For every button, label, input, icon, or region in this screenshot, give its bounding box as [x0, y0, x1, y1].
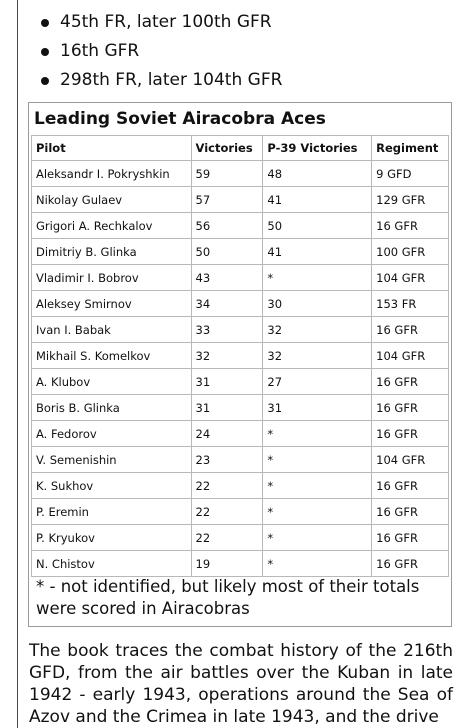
cell-regiment: 16 GFR [372, 473, 449, 499]
cell-regiment: 16 GFR [372, 421, 449, 447]
aces-table [31, 135, 449, 577]
cell-regiment: 16 GFR [372, 499, 449, 525]
cell-p39-victories: 32 [263, 343, 372, 369]
cell-victories: 19 [191, 551, 263, 577]
cell-pilot: P. Kryukov [32, 525, 192, 551]
cell-p39-victories: * [263, 473, 372, 499]
table-row [32, 499, 449, 525]
table-row [32, 239, 449, 265]
cell-victories: 24 [191, 421, 263, 447]
cell-pilot: Boris B. Glinka [32, 395, 192, 421]
cell-pilot: Aleksandr I. Pokryshkin [32, 161, 192, 187]
table-row [32, 187, 449, 213]
cell-p39-victories: 27 [263, 369, 372, 395]
table-row [32, 421, 449, 447]
cell-pilot: Aleksey Smirnov [32, 291, 192, 317]
cell-pilot: P. Eremin [32, 499, 192, 525]
table-footnote: * - not identified, but likely most of their totals were scored in Airacobras [36, 577, 420, 618]
cell-pilot: Mikhail S. Komelkov [32, 343, 192, 369]
cell-p39-victories: * [263, 499, 372, 525]
column-header-p39-victories: P-39 Victories [263, 136, 372, 161]
cell-victories: 31 [191, 395, 263, 421]
cell-p39-victories: 41 [263, 187, 372, 213]
list-item: 298th FR, later 104th GFR [40, 66, 282, 95]
cell-pilot: K. Sukhov [32, 473, 192, 499]
table-row [32, 447, 449, 473]
cell-victories: 50 [191, 239, 263, 265]
cell-pilot: Dimitriy B. Glinka [32, 239, 192, 265]
cell-victories: 33 [191, 317, 263, 343]
cell-pilot: Nikolay Gulaev [32, 187, 192, 213]
table-row [32, 317, 449, 343]
cell-regiment: 16 GFR [372, 213, 449, 239]
cell-regiment: 153 FR [372, 291, 449, 317]
list-item: 45th FR, later 100th GFR [40, 8, 282, 37]
cell-regiment: 9 GFD [372, 161, 449, 187]
cell-pilot: Ivan I. Babak [32, 317, 192, 343]
table-row [32, 395, 449, 421]
cell-victories: 34 [191, 291, 263, 317]
table-title: Leading Soviet Airacobra Aces [34, 109, 326, 129]
table-row [32, 551, 449, 577]
cell-p39-victories: 31 [263, 395, 372, 421]
body-paragraph: The book traces the combat history of the 216th GFD, from the air battles over the Kuban in late 1942 - early 1943, operations around the Sea of Azov and the Crimea in late 1943, and the drive [29, 641, 453, 727]
table-row [32, 213, 449, 239]
aces-table-box [28, 102, 452, 627]
cell-victories: 22 [191, 473, 263, 499]
column-header-pilot: Pilot [32, 136, 192, 161]
table-body [32, 161, 449, 577]
list-item: 16th GFR [40, 37, 282, 66]
column-header-victories: Victories [191, 136, 263, 161]
cell-victories: 32 [191, 343, 263, 369]
cell-victories: 57 [191, 187, 263, 213]
cell-pilot: A. Klubov [32, 369, 192, 395]
cell-regiment: 104 GFR [372, 265, 449, 291]
table-header-row [32, 136, 449, 161]
cell-pilot: N. Chistov [32, 551, 192, 577]
cell-p39-victories: * [263, 447, 372, 473]
table-row [32, 343, 449, 369]
cell-victories: 43 [191, 265, 263, 291]
cell-p39-victories: 41 [263, 239, 372, 265]
cell-regiment: 16 GFR [372, 369, 449, 395]
column-header-regiment: Regiment [372, 136, 449, 161]
cell-pilot: V. Semenishin [32, 447, 192, 473]
table-row [32, 525, 449, 551]
cell-p39-victories: 30 [263, 291, 372, 317]
cell-pilot: Vladimir I. Bobrov [32, 265, 192, 291]
cell-p39-victories: 50 [263, 213, 372, 239]
cell-regiment: 104 GFR [372, 447, 449, 473]
table-row [32, 473, 449, 499]
cell-victories: 22 [191, 499, 263, 525]
cell-regiment: 16 GFR [372, 551, 449, 577]
cell-regiment: 129 GFR [372, 187, 449, 213]
cell-pilot: Grigori A. Rechkalov [32, 213, 192, 239]
table-row [32, 161, 449, 187]
cell-regiment: 100 GFR [372, 239, 449, 265]
cell-p39-victories: * [263, 265, 372, 291]
regiment-list [40, 8, 282, 95]
cell-p39-victories: * [263, 525, 372, 551]
cell-victories: 59 [191, 161, 263, 187]
cell-regiment: 104 GFR [372, 343, 449, 369]
cell-regiment: 16 GFR [372, 395, 449, 421]
cell-p39-victories: * [263, 421, 372, 447]
cell-victories: 56 [191, 213, 263, 239]
cell-pilot: A. Fedorov [32, 421, 192, 447]
cell-regiment: 16 GFR [372, 525, 449, 551]
cell-victories: 22 [191, 525, 263, 551]
table-row [32, 369, 449, 395]
cell-p39-victories: * [263, 551, 372, 577]
cell-regiment: 16 GFR [372, 317, 449, 343]
cell-victories: 23 [191, 447, 263, 473]
table-row [32, 291, 449, 317]
cell-p39-victories: 48 [263, 161, 372, 187]
cell-p39-victories: 32 [263, 317, 372, 343]
cell-victories: 31 [191, 369, 263, 395]
table-row [32, 265, 449, 291]
